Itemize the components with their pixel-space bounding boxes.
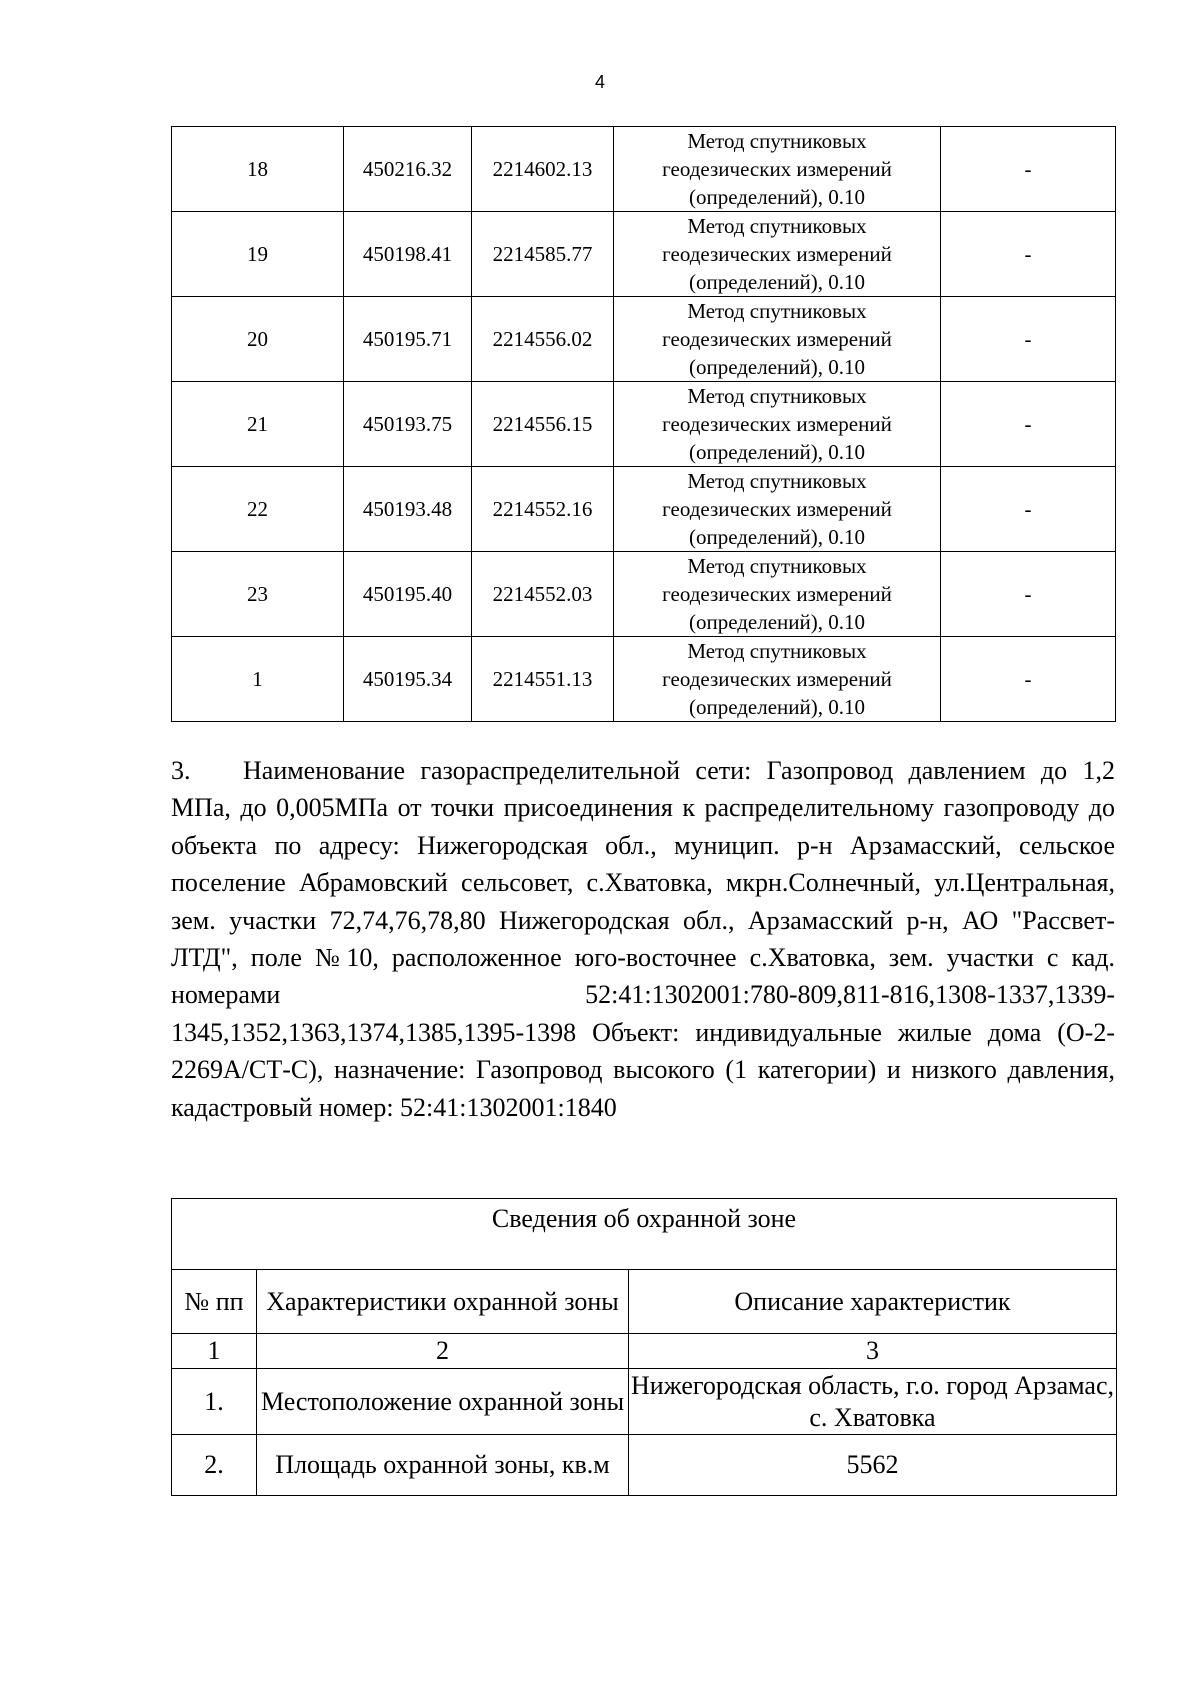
y-coordinate: 2214556.02 <box>472 297 614 382</box>
point-number: 1 <box>172 637 344 722</box>
note-cell: - <box>941 637 1116 722</box>
table-row <box>172 552 1116 637</box>
method-cell <box>614 297 941 382</box>
row-characteristic: Площадь охранной зоны, кв.м <box>257 1435 629 1496</box>
method-line: (определений), 0.10 <box>688 695 866 719</box>
method-line: Метод спутниковых <box>687 214 867 238</box>
col-number-3: 3 <box>629 1334 1117 1369</box>
note-cell: - <box>941 127 1116 212</box>
page-number: 4 <box>594 72 605 92</box>
zone-table-caption: Сведения об охранной зоне <box>172 1199 1117 1270</box>
note-cell: - <box>941 552 1116 637</box>
method-line: Метод спутниковых <box>687 469 867 493</box>
method-line: (определений), 0.10 <box>688 355 866 379</box>
method-line: (определений), 0.10 <box>688 440 866 464</box>
y-coordinate: 2214602.13 <box>472 127 614 212</box>
note-cell: - <box>941 212 1116 297</box>
point-number: 19 <box>172 212 344 297</box>
row-number: 2. <box>172 1435 257 1496</box>
note-cell: - <box>941 382 1116 467</box>
x-coordinate: 450198.41 <box>344 212 472 297</box>
zone-row-location <box>172 1369 1117 1435</box>
note-cell: - <box>941 467 1116 552</box>
method-line: Метод спутниковых <box>687 299 867 323</box>
method-line: геодезических измерений <box>662 667 892 691</box>
note-cell: - <box>941 297 1116 382</box>
section-3-paragraph <box>171 752 1115 1126</box>
method-line: (определений), 0.10 <box>688 270 866 294</box>
method-cell <box>614 127 941 212</box>
y-coordinate: 2214556.15 <box>472 382 614 467</box>
row-characteristic: Местоположение охранной зоны <box>257 1369 629 1435</box>
header-number: № пп <box>172 1270 257 1334</box>
method-cell <box>614 637 941 722</box>
point-number: 18 <box>172 127 344 212</box>
method-line: геодезических измерений <box>662 582 892 606</box>
method-line: Метод спутниковых <box>687 554 867 578</box>
coordinates-table-body <box>172 127 1116 722</box>
y-coordinate: 2214552.03 <box>472 552 614 637</box>
x-coordinate: 450195.71 <box>344 297 472 382</box>
method-line: геодезических измерений <box>662 327 892 351</box>
x-coordinate: 450193.48 <box>344 467 472 552</box>
method-line: геодезических измерений <box>662 157 892 181</box>
zone-caption-row <box>172 1199 1117 1270</box>
zone-col-number-row <box>172 1334 1117 1369</box>
y-coordinate: 2214551.13 <box>472 637 614 722</box>
method-cell <box>614 212 941 297</box>
method-line: (определений), 0.10 <box>688 185 866 209</box>
method-line: геодезических измерений <box>662 412 892 436</box>
table-row <box>172 637 1116 722</box>
section-text: Наименование газораспределительной сети: Газопровод давлением до 1,2 МПа, до 0,005МПа от точки присоединения к распределительному газопроводу до объекта по адресу: Нижегородская обл., муницип. р-н Арзамасский, сельское поселение Абрамовский сельсовет, с.Хватовка, мкрн.Солнечный, ул.Центральная, зем. участки 72,74,76,78,80 Нижегородская обл., Арзамасский р-н, АО "Рассвет-ЛТД", поле №10, расположенное юго-восточнее с.Хватовка, зем. участки с кад. номерами 52:41:1302001:780-809,811-816,1308-1337,1339-1345,1352,1363,1374,1385,1395-1398 Объект: индивидуальные жилые дома (О-2-2269А/СТ-С), назначение: Газопровод высокого (1 категории) и низкого давления, кадастровый номер: 52:41:1302001:1840 <box>171 756 1115 1122</box>
header-characteristic: Характеристики охранной зоны <box>257 1270 629 1334</box>
point-number: 21 <box>172 382 344 467</box>
method-line: (определений), 0.10 <box>688 525 866 549</box>
zone-header-row <box>172 1270 1117 1334</box>
point-number: 22 <box>172 467 344 552</box>
method-line: геодезических измерений <box>662 242 892 266</box>
method-line: Метод спутниковых <box>687 129 867 153</box>
row-description: 5562 <box>629 1435 1117 1496</box>
col-number-1: 1 <box>172 1334 257 1369</box>
protection-zone-table <box>171 1198 1117 1496</box>
method-line: (определений), 0.10 <box>688 610 866 634</box>
x-coordinate: 450193.75 <box>344 382 472 467</box>
row-number: 1. <box>172 1369 257 1435</box>
y-coordinate: 2214552.16 <box>472 467 614 552</box>
zone-row-area <box>172 1435 1117 1496</box>
method-cell <box>614 382 941 467</box>
table-row <box>172 212 1116 297</box>
table-row <box>172 382 1116 467</box>
method-line: Метод спутниковых <box>687 639 867 663</box>
table-row <box>172 127 1116 212</box>
col-number-2: 2 <box>257 1334 629 1369</box>
x-coordinate: 450195.40 <box>344 552 472 637</box>
y-coordinate: 2214585.77 <box>472 212 614 297</box>
point-number: 23 <box>172 552 344 637</box>
point-number: 20 <box>172 297 344 382</box>
section-number: 3. <box>171 756 191 785</box>
x-coordinate: 450216.32 <box>344 127 472 212</box>
row-description: Нижегородская область, г.о. город Арзамас, с. Хватовка <box>629 1369 1117 1435</box>
table-row <box>172 467 1116 552</box>
method-line: геодезических измерений <box>662 497 892 521</box>
x-coordinate: 450195.34 <box>344 637 472 722</box>
coordinates-table <box>171 126 1116 722</box>
method-cell <box>614 552 941 637</box>
header-description: Описание характеристик <box>629 1270 1117 1334</box>
method-line: Метод спутниковых <box>687 384 867 408</box>
method-cell <box>614 467 941 552</box>
table-row <box>172 297 1116 382</box>
